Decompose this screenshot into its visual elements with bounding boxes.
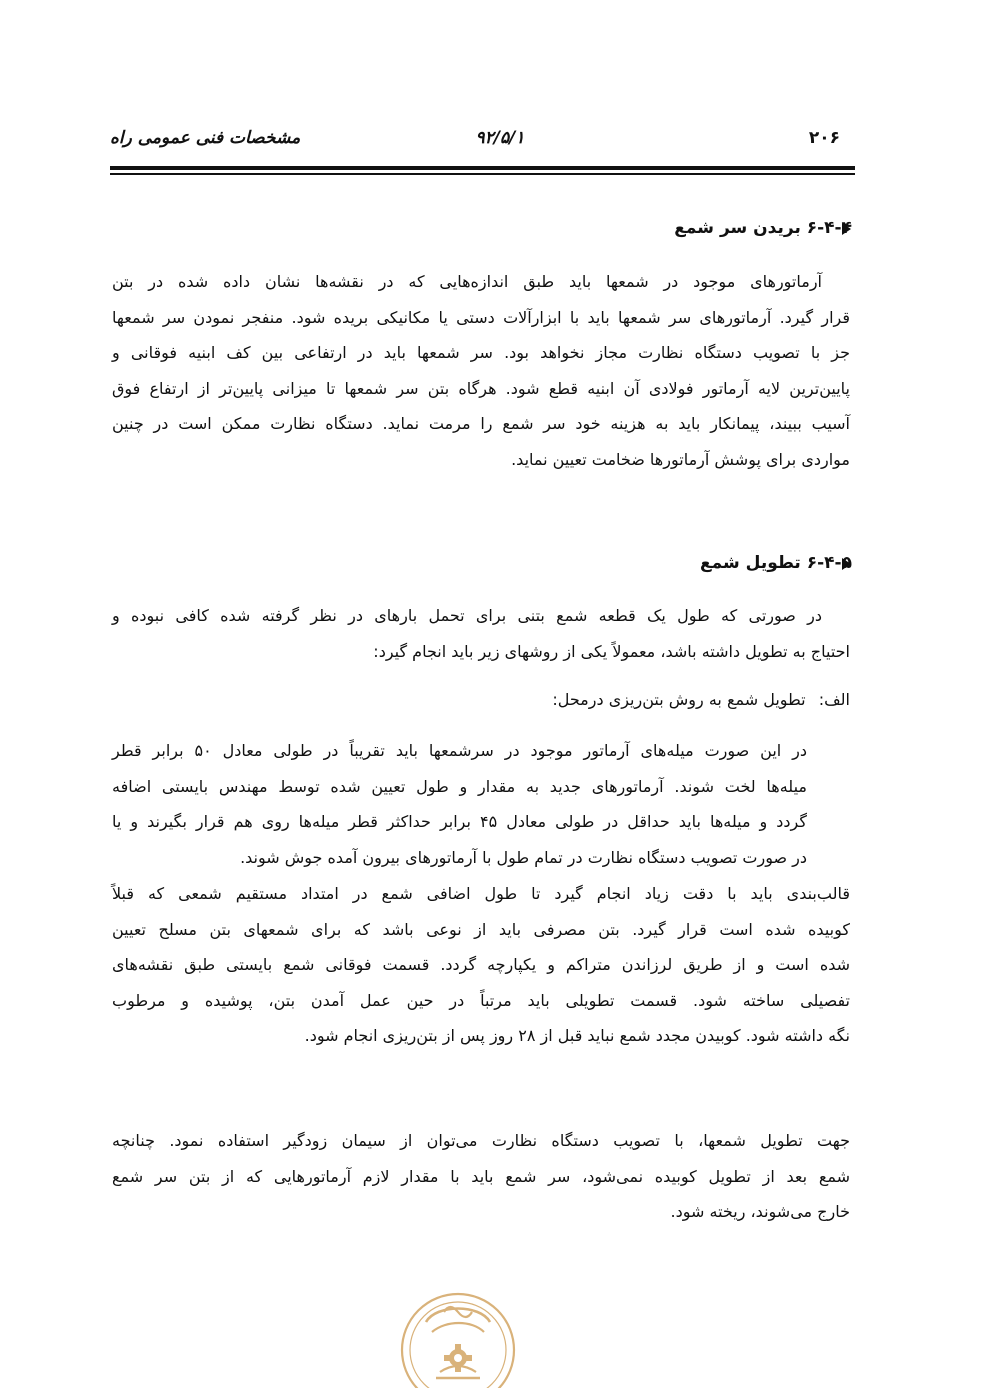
text-line: تفصیلی ساخته شود. قسمت تطویلی باید مرتباً در حین عمل آمدن بتن، پوشیده و مرطوب <box>112 990 850 1010</box>
quick-cement-paragraph <box>112 1123 850 1230</box>
section-1-paragraph <box>112 264 850 477</box>
page-number: ۲۰۶ <box>808 128 840 148</box>
text-line: کوبیده شده است قرار گیرد. بتن مصرفی باید از نوعی باشد که برای شمعهای بتن مسلح تعیین <box>112 919 850 939</box>
list-item-text: تطویل شمع به روش بتن‌ریزی درمحل: <box>552 690 806 709</box>
text-line: جهت تطویل شمعها، با تصویب دستگاه نظارت می‌توان از سیمان زودگیر استفاده نمود. چنانچه <box>112 1131 850 1150</box>
section-heading-pile-extension: ۶-۴-۵ تطویل شمع <box>700 553 852 573</box>
text-line: آرماتورهای موجود در شمعها باید طبق اندازه‌هایی که در نقشه‌ها نشان داده شده در بتن <box>112 272 822 291</box>
text-line: در صورتی که طول یک قطعه شمع بتنی برای تحمل بارهای در نظر گرفته شده کافی نبوده و <box>112 606 822 625</box>
text-line: در صورت تصویب دستگاه نظارت در تمام طول با آرماتورهای بیرون آمده جوش شوند. <box>240 847 807 867</box>
header-rule-thin <box>110 173 855 175</box>
text-line: احتیاج به تطویل داشته باشد، معمولاً یکی از روشهای زیر باید انجام گیرد: <box>373 641 850 661</box>
text-line: نگه داشته شود. کوبیدن مجدد شمع نباید قبل از ۲۸ روز پس از بتن‌ریزی انجام شود. <box>304 1026 850 1045</box>
text-line: شده است و از طریق لرزاندن متراکم و یکپارچه گردد. قسمت فوقانی شمع بایستی طبق نقشه‌های <box>112 955 850 974</box>
text-line: قالب‌بندی باید با دقت زیاد انجام گیرد تا طول اضافی شمع در امتداد مستقیم شمعی که قبلاً <box>112 884 850 903</box>
text-line: پایین‌ترین لایه آرماتور فولادی آن ابنیه قطع شود. هرگاه بتن سر شمعها تا میزانی پایین‌تر از ارتفاع فوق <box>112 378 850 398</box>
text-line: شمع بعد از تطویل کوبیده نمی‌شود، سر شمع باید با مقدار لازم آرماتورهایی که از بتن سر شمع <box>112 1166 850 1186</box>
text-line: خارج می‌شوند، ریخته شود. <box>670 1202 850 1221</box>
formwork-paragraph <box>112 876 850 1054</box>
text-line: میله‌ها لخت شوند. آرماتورهای جدید به مقدار و طول تعیین شده توسط مهندس بایستی اضافه <box>112 776 807 796</box>
document-code: ۹۲/۵/۱ <box>475 128 525 148</box>
running-title: مشخصات فنی عمومی راه <box>110 128 301 148</box>
list-item-label: الف: <box>818 690 850 709</box>
list-item-alef <box>112 690 850 709</box>
text-line: در این صورت میله‌های آرماتور موجود در سرشمعها باید تقریباً در طولی معادل ۵۰ برابر قطر <box>112 741 807 760</box>
section-heading-cutting-pile-head: ۶-۴-۴ بریدن سر شمع <box>674 218 852 238</box>
section-2-intro <box>112 598 850 669</box>
item-body-paragraph <box>112 733 807 875</box>
text-line: جز با تصویب دستگاه نظارت مجاز نخواهد بود. سر شمعها باید در ارتفاعی بین کف ابنیه فوقانی و <box>112 343 850 362</box>
text-line: مواردی برای پوشش آرماتورها ضخامت تعیین نماید. <box>511 449 850 469</box>
text-line: گردد و میله‌ها باید حداقل در طولی معادل ۴۵ برابر حداکثر قطر میله‌ها روی هم قرار بگیرند و یا <box>112 812 808 831</box>
header-rule-thick <box>110 166 855 170</box>
text-line: قرار گیرد. آرماتورهای سر شمعها باید با ابزارآلات دستی یا مکانیکی بریده شود. منفجر نمودن سر شمعها <box>112 307 850 327</box>
publisher-seal-icon <box>396 1282 520 1388</box>
text-line: آسیب ببیند، پیمانکار باید به هزینه خود سر شمع را مرمت نماید. دستگاه نظارت ممکن است در چنین <box>112 414 850 433</box>
